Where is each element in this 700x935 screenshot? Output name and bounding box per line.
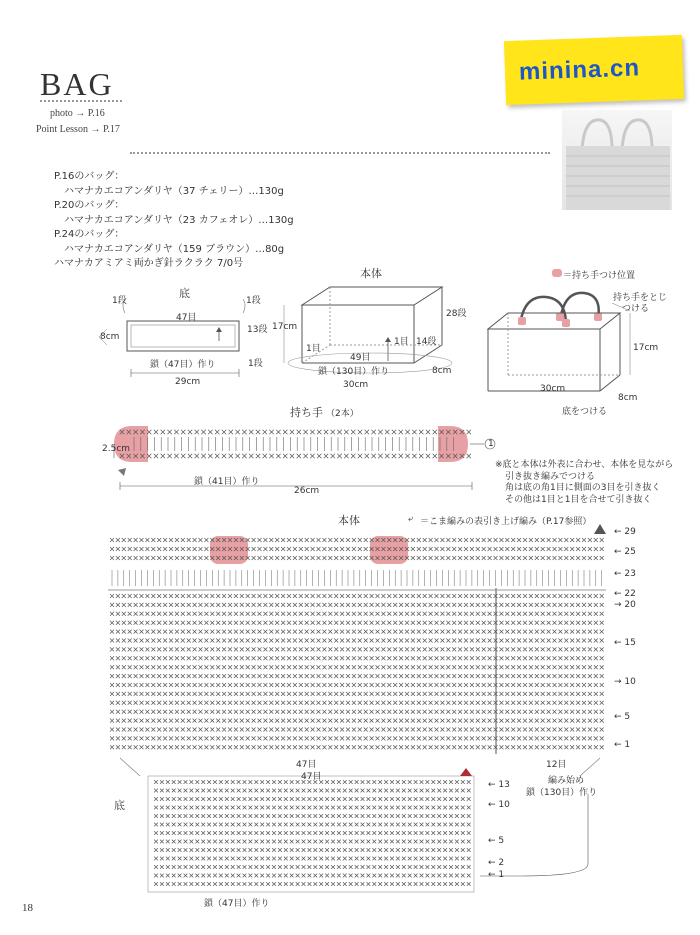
bottom-row-marker-5: 5 xyxy=(498,836,505,846)
body-schematic xyxy=(270,275,470,395)
chart-stitches-47-b: 47目 xyxy=(301,772,322,782)
header-divider xyxy=(130,152,550,154)
bottom-row-marker-10: 10 xyxy=(498,800,510,810)
body-width: 30cm xyxy=(343,380,369,390)
chart-bottom-chain: 鎖（47目）作り xyxy=(204,899,270,909)
material-line: P.24のバッグ： xyxy=(54,229,125,240)
row-marker: ← 25 xyxy=(614,547,636,557)
photo-reference: photo → P.16 xyxy=(50,108,105,119)
bag-photo xyxy=(562,110,672,210)
bottom-row-marker: ← 13 xyxy=(488,780,510,790)
bottom-stitch-grid xyxy=(154,780,471,886)
row-marker: ← 1 xyxy=(614,740,631,750)
row-marker: ← 5 xyxy=(614,712,631,722)
row-marker: ← 15 xyxy=(614,638,636,648)
finished-depth: 8cm xyxy=(618,393,638,403)
material-line: ハマナカエコアンダリヤ（159 ブラウン）…80g xyxy=(64,243,285,255)
bottom-chain: 鎖（47目）作り xyxy=(150,360,216,370)
bottom-row-marker: ← 2 xyxy=(488,858,505,868)
chart-stitches-12: 12目 xyxy=(546,760,567,770)
body-stitches: 49目 xyxy=(350,353,371,363)
row-marker-25: 25 xyxy=(624,547,636,557)
crochet-chart xyxy=(100,524,640,904)
handle-position-legend-icon xyxy=(552,269,562,277)
row-marker: ← 22 xyxy=(614,589,636,599)
body-depth: 8cm xyxy=(432,366,452,376)
bottom-row-marker-2: 2 xyxy=(498,858,505,868)
page-number: 18 xyxy=(22,902,33,914)
handle-chain: 鎖（41目）作り xyxy=(194,477,260,487)
body-one-row-b: 1目 xyxy=(306,344,321,354)
handle-position-legend: ＝持ち手つけ位置 xyxy=(563,271,636,281)
row-marker: ← 23 xyxy=(614,569,636,579)
page-title: BAG xyxy=(40,66,114,102)
material-line: ハマナカエコアンダリヤ（23 カフェオレ）…130g xyxy=(64,214,294,226)
row-marker: → 20 xyxy=(614,600,636,610)
bag-photo-image xyxy=(562,110,672,210)
handle-title: 持ち手 xyxy=(290,406,323,419)
handle-count: （2本） xyxy=(326,409,359,419)
handle-height: 2.5cm xyxy=(102,444,131,454)
materials-list xyxy=(54,170,294,272)
bottom-row-marker-13: 13 xyxy=(498,780,510,790)
bottom-title: 底 xyxy=(179,287,190,300)
body-top-rows: 28段 xyxy=(446,309,467,319)
row-marker-1: 1 xyxy=(624,740,631,750)
bottom-row-marker-1: 1 xyxy=(498,870,505,880)
bottom-rows: 13段 xyxy=(247,325,268,335)
finished-bag-schematic xyxy=(480,265,700,420)
chart-stitch-legend: ＝こま編みの表引き上げ編み（P.17参照） xyxy=(420,517,592,527)
finished-height: 17cm xyxy=(633,343,659,353)
title-underline xyxy=(40,100,122,102)
chart-stitch-grid xyxy=(110,538,604,749)
material-line: ハマナカアミアミ両かぎ針ラクラク 7/0号 xyxy=(54,258,244,269)
note-line: 引き抜き編みでつける xyxy=(505,471,596,482)
row-marker-29: 29 xyxy=(624,527,636,537)
bottom-row-marker: ← 5 xyxy=(488,836,505,846)
handle-attach-label-1: 持ち手をとじ xyxy=(613,293,668,303)
chart-start-label: 編み始め xyxy=(548,776,585,786)
row-marker: ← 29 xyxy=(614,527,636,537)
material-line: ハマナカエコアンダリヤ（37 チェリー）…130g xyxy=(64,185,284,197)
handle-stitch-pattern xyxy=(120,430,471,458)
chart-start-chain: 鎖（130目）作り xyxy=(526,788,598,798)
assembly-notes xyxy=(495,460,673,506)
bottom-height: 8cm xyxy=(100,332,120,342)
handle-length: 26cm xyxy=(294,486,320,496)
bottom-stitches: 47目 xyxy=(176,313,197,323)
row-marker-20: 20 xyxy=(624,600,636,610)
handle-row-1: 1 xyxy=(488,439,494,449)
note-line: 角は底の角1目に側面の3目を引き抜く xyxy=(505,483,661,493)
row-marker-10: 10 xyxy=(624,677,636,687)
bottom-row-marker: ← 1 xyxy=(488,870,505,880)
watermark-logo xyxy=(504,35,684,105)
bottom-last-row: 1段 xyxy=(248,359,263,369)
handle-attach-label-2: つける xyxy=(622,304,650,314)
lesson-reference: Point Lesson → P.17 xyxy=(36,124,120,135)
bottom-one-row-right: 1段 xyxy=(246,296,261,306)
material-line: P.20のバッグ： xyxy=(54,200,125,211)
body-rows-14: 14段 xyxy=(416,337,437,347)
row-marker: → 10 xyxy=(614,677,636,687)
row-marker-23: 23 xyxy=(624,569,636,579)
note-line: ※底と本体は外表に合わせ、本体を見ながら xyxy=(495,460,674,470)
chart-title: 本体 xyxy=(338,514,360,527)
finished-width: 30cm xyxy=(540,384,566,394)
bottom-one-row-left: 1段 xyxy=(112,296,127,306)
body-title: 本体 xyxy=(360,267,382,280)
attach-bottom-label: 底をつける xyxy=(562,407,608,417)
row-marker-22: 22 xyxy=(624,589,636,599)
body-height: 17cm xyxy=(272,322,298,332)
chart-stitch-legend-icon: ⤶ xyxy=(408,514,414,524)
bottom-row-marker: ← 10 xyxy=(488,800,510,810)
logo-text: minina.cn xyxy=(518,54,641,86)
material-line: P.16のバッグ： xyxy=(54,171,125,182)
row-marker-5: 5 xyxy=(624,712,631,722)
body-one-row-a: 1目 xyxy=(394,337,409,347)
row-marker-15: 15 xyxy=(624,638,636,648)
chart-stitches-47-a: 47目 xyxy=(296,760,317,770)
note-line: その他は1目と1目を合せて引き抜く xyxy=(505,494,652,505)
bottom-width: 29cm xyxy=(175,377,201,387)
body-chain: 鎖（130目）作り xyxy=(318,367,390,377)
chart-bottom-title: 底 xyxy=(114,799,125,812)
